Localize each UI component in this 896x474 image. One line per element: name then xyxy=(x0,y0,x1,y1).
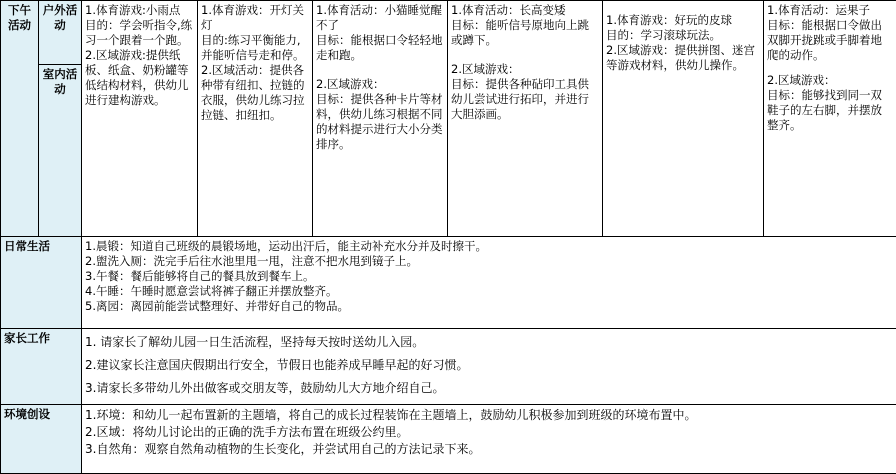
afternoon-day4 xyxy=(448,1,603,237)
outdoor-label: 户外活动 xyxy=(39,1,82,65)
day5-text: 1.体育游戏：好玩的皮球 目的：学习滚球玩法。 2.区域游戏：提供拼图、迷宫等游戏材料，供幼儿操作。 xyxy=(606,13,760,73)
afternoon-day5 xyxy=(603,1,764,237)
daily-item: 1.晨锻：知道自己班级的晨锻场地，运动出汗后，能主动补充水分并及时擦干。 xyxy=(85,239,893,254)
indoor-label: 室内活动 xyxy=(39,65,82,237)
parent-item: 1. 请家长了解幼儿园一日生活流程，坚持每天按时送幼儿入园。 xyxy=(85,331,893,354)
environment-content xyxy=(82,405,896,474)
day3-area: 2.区域游戏： 目标：提供各种卡片等材料，供幼儿练习根据不同的材料提示进行大小分类排序。 xyxy=(316,77,444,152)
parent-work-content xyxy=(82,329,896,405)
daily-item: 4.午睡：午睡时愿意尝试将裤子翻正并摆放整齐。 xyxy=(85,284,893,299)
daily-life-content xyxy=(82,237,896,329)
environment-item: 2.区域：将幼儿讨论出的正确的洗手方法布置在班级公约里。 xyxy=(85,424,893,441)
environment-label: 环境创设 xyxy=(1,405,82,474)
daily-life-label: 日常生活 xyxy=(1,237,82,329)
parent-item: 3.请家长多带幼儿外出做客或交朋友等，鼓励幼儿大方地介绍自己。 xyxy=(85,377,893,400)
day3-sports: 1.体育活动：小猫睡觉醒不了 目标：能根据口令轻轻地走和跑。 xyxy=(316,3,444,63)
day6-area: 2.区域游戏： 目标：能够找到同一双鞋子的左右脚，并摆放整齐。 xyxy=(767,73,893,133)
daily-item: 2.盥洗入厕：洗完手后往水池里甩一甩，注意不把水甩到镜子上。 xyxy=(85,254,893,269)
afternoon-day1 xyxy=(82,1,198,237)
parent-item: 2.建议家长注意国庆假期出行安全，节假日也能养成早睡早起的好习惯。 xyxy=(85,354,893,377)
daily-item: 5.离园：离园前能尝试整理好、并带好自己的物品。 xyxy=(85,299,893,314)
daily-item: 3.午餐：餐后能够将自己的餐具放到餐车上。 xyxy=(85,269,893,284)
environment-item: 3.自然角：观察自然角动植物的生长变化，并尝试用自己的方法记录下来。 xyxy=(85,441,893,458)
parent-work-label: 家长工作 xyxy=(1,329,82,405)
day1-text: 1.体育游戏:小雨点 目的：学会听指令,练习一个跟着一个跑。 2.区域游戏:提供纸板、纸盒、奶粉罐等低结构材料，供幼儿进行建构游戏。 xyxy=(85,3,194,108)
afternoon-day6 xyxy=(764,1,896,237)
afternoon-day2 xyxy=(198,1,313,237)
day4-area: 2.区域游戏： 目标：提供各种砧印工具供幼儿尝试进行拓印，并进行大胆添画。 xyxy=(451,62,599,122)
afternoon-day3 xyxy=(313,1,448,237)
day6-sports: 1.体育活动：运果子 目标：能根据口令做出双脚开拢跳或手脚着地爬的动作。 xyxy=(767,3,893,63)
afternoon-label: 下午活动 xyxy=(1,1,39,237)
day4-sports: 1.体育活动：长高变矮 目标：能听信号原地向上跳或蹲下。 xyxy=(451,3,599,48)
environment-item: 1.环境：和幼儿一起布置新的主题墙，将自己的成长过程装饰在主题墙上，鼓励幼儿积极参加到班级的环境布置中。 xyxy=(85,407,893,424)
day2-text: 1.体育游戏：开灯关灯 目的:练习平衡能力,并能听信号走和停。 2.区域活动：提供各种带有纽扣、拉链的衣服，供幼儿练习拉拉链、扣纽扣。 xyxy=(201,3,309,123)
